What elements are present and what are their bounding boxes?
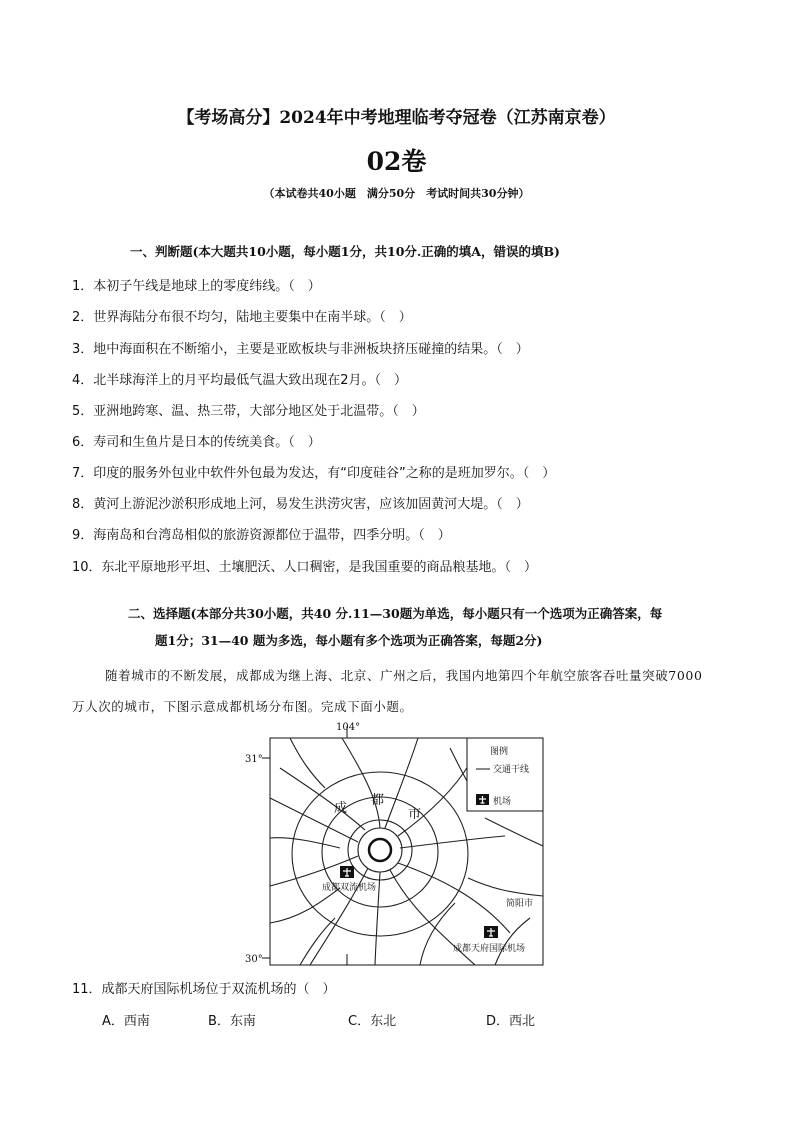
jianyang-label: 简阳市 <box>506 899 534 909</box>
question-2: 2．世界海陆分布很不均匀，陆地主要集中在南半球。（ ） <box>72 310 412 325</box>
question-1: 1．本初子午线是地球上的零度纬线。（ ） <box>72 279 321 294</box>
question-11-option-a[interactable]: A．西南 <box>102 1014 150 1029</box>
latitude-label-30: 30° <box>245 954 263 965</box>
latitude-label-31: 31° <box>245 754 263 765</box>
question-8: 8．黄河上游泥沙淤积形成地上河，易发生洪涝灾害，应该加固黄河大堤。（ ） <box>72 497 529 512</box>
chengdu-airport-map <box>240 718 560 973</box>
legend-title: 图例 <box>490 747 509 757</box>
question-11-option-d[interactable]: D．西北 <box>486 1014 536 1029</box>
passage-line1: 随着城市的不断发展，成都成为继上海、北京、广州之后，我国内地第四个年航空旅客吞吐量突破7000 <box>105 668 703 683</box>
chengdu-center-marker <box>369 839 391 861</box>
city-char-2: 都 <box>371 793 385 808</box>
section2-heading-line2: 题1分；31—40 题为多选，每小题有多个选项为正确答案，每题2分) <box>155 633 543 648</box>
section2-heading-line1: 二、选择题(本部分共30小题，共40 分.11—30题为单选，每小题只有一个选项为正确答案，每 <box>128 606 663 621</box>
question-3: 3．地中海面积在不断缩小，主要是亚欧板块与非洲板块挤压碰撞的结果。（ ） <box>72 342 529 357</box>
question-5: 5．亚洲地跨寒、温、热三带，大部分地区处于北温带。（ ） <box>72 404 425 419</box>
question-11-option-b[interactable]: B．东南 <box>208 1014 256 1029</box>
exam-title: 【考场高分】2024年中考地理临考夺冠卷（江苏南京卷） <box>177 108 616 128</box>
legend-airport-label: 机场 <box>493 797 512 807</box>
question-6: 6．寿司和生鱼片是日本的传统美食。（ ） <box>72 435 321 450</box>
longitude-label: 104° <box>336 722 361 733</box>
city-char-3: 市 <box>408 807 422 822</box>
legend-road-label: 交通干线 <box>493 765 530 775</box>
section1-heading: 一、判断题(本大题共10小题，每小题1分，共10分.正确的填A，错误的填B) <box>130 244 560 259</box>
passage-line2: 万人次的城市，下图示意成都机场分布图。完成下面小题。 <box>72 699 413 714</box>
exam-note: （本试卷共40小题 满分50分 考试时间共30分钟） <box>263 187 530 200</box>
question-9: 9．海南岛和台湾岛相似的旅游资源都位于温带，四季分明。（ ） <box>72 528 451 543</box>
question-4: 4．北半球海洋上的月平均最低气温大致出现在2月。（ ） <box>72 373 408 388</box>
question-7: 7．印度的服务外包业中软件外包最为发达，有“印度硅谷”之称的是班加罗尔。（ ） <box>72 466 556 481</box>
shuangliu-airport-label: 成都双流机场 <box>322 883 377 893</box>
city-char-1: 成 <box>334 801 348 816</box>
tianfu-airport-label: 成都天府国际机场 <box>453 944 526 954</box>
question-11-option-c[interactable]: C．东北 <box>348 1014 397 1029</box>
question-11-stem: 11．成都天府国际机场位于双流机场的（ ） <box>72 982 336 997</box>
paper-number: 02卷 <box>366 147 427 176</box>
question-10: 10．东北平原地形平坦、土壤肥沃、人口稠密，是我国重要的商品粮基地。（ ） <box>72 560 538 575</box>
